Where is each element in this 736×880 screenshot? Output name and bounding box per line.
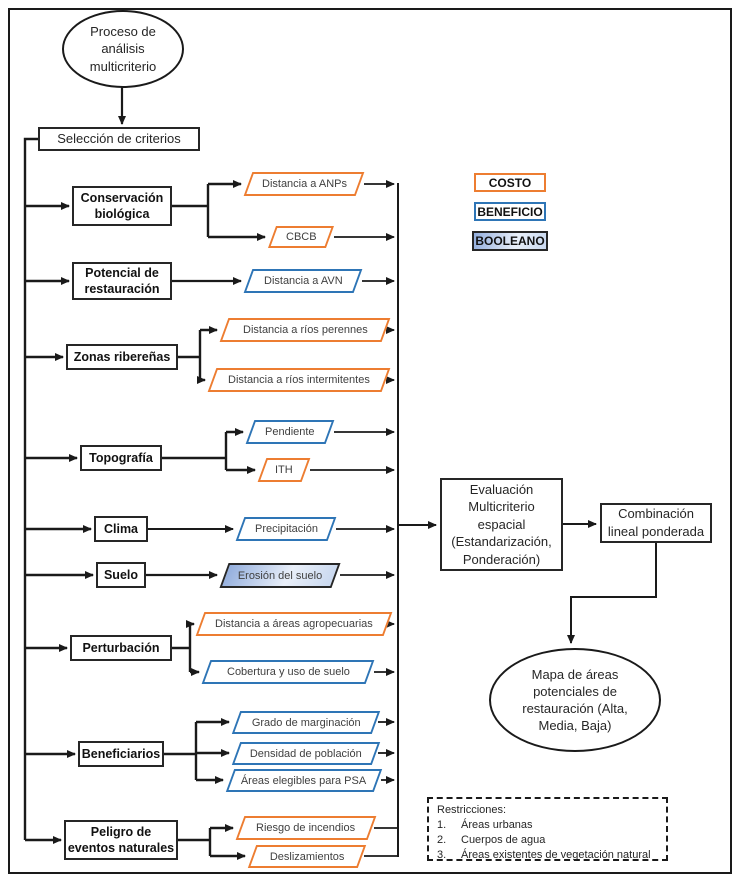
node-label-line: biológica <box>94 207 150 221</box>
factor-distancia-areas-agropecuarias: Distancia a áreas agropecuarias <box>196 612 393 636</box>
node-label-line: Combinación <box>618 506 694 522</box>
node-label-line: Media, Baja) <box>538 718 612 734</box>
factor-distancia-avn: Distancia a AVN <box>244 269 363 293</box>
criteria-clima <box>94 516 148 542</box>
factor-precipitacion: Precipitación <box>236 517 337 541</box>
node-label-line: Ponderación) <box>462 551 541 567</box>
node-label-line: Selección de criterios <box>57 130 181 146</box>
node-label-line: multicriterio <box>89 58 157 74</box>
criteria-peligro-eventos-naturales <box>64 820 178 860</box>
factor-pendiente: Pendiente <box>246 420 335 444</box>
legend-beneficio: BENEFICIO <box>474 202 546 221</box>
restrictions-title: Restricciones: <box>437 804 507 816</box>
node-label-line: Proceso de <box>90 24 156 40</box>
node-label-line: Evaluación <box>469 481 534 497</box>
factor-cbcb: CBCB <box>268 226 334 248</box>
restriction-number: 2. <box>437 833 447 846</box>
factor-distancia-rios-intermitentes: Distancia a ríos intermitentes <box>208 368 391 392</box>
legend-costo: COSTO <box>474 173 546 192</box>
node-label-line: Topografía <box>89 450 153 465</box>
node-label-line: Multicriterio <box>468 499 535 515</box>
node-label-line: Peligro de <box>90 824 152 839</box>
restriction-item <box>437 833 660 848</box>
node-label-line: Clima <box>103 521 139 536</box>
criteria-suelo <box>96 562 146 588</box>
factor-riesgo-incendios: Riesgo de incendios <box>236 816 377 840</box>
restriction-item <box>437 818 660 833</box>
factor-erosion-del-suelo: Erosión del suelo <box>219 563 340 588</box>
factor-deslizamientos: Deslizamientos <box>248 845 366 868</box>
factor-ith: ITH <box>258 458 311 482</box>
node-label-line: Potencial de <box>85 265 159 280</box>
output-map-ellipse <box>489 648 661 752</box>
node-label-line: Mapa de áreas <box>531 666 619 682</box>
legend-booleano: BOOLEANO <box>472 231 548 251</box>
criteria-beneficiarios <box>78 741 164 767</box>
node-label-line: análisis <box>101 41 145 57</box>
node-label-line: Beneficiarios <box>81 746 161 761</box>
selection-criteria-box <box>38 127 200 151</box>
restriction-label: Áreas existentes de vegetación natural <box>461 848 651 861</box>
weighted-linear-combination-box <box>600 503 712 543</box>
node-label-line: restauración (Alta, <box>522 701 628 716</box>
node-label-line: restauración <box>84 282 160 296</box>
criteria-perturbacion <box>70 635 172 661</box>
evaluation-multicriteria-box <box>440 478 563 571</box>
node-label-line: Zonas ribereñas <box>73 349 171 364</box>
factor-distancia-anps: Distancia a ANPs <box>244 172 365 196</box>
node-label-line: eventos naturales <box>67 841 175 855</box>
factor-densidad-poblacion: Densidad de población <box>232 742 380 765</box>
criteria-potencial-restauracion <box>72 262 172 300</box>
node-label-line: lineal ponderada <box>607 524 705 539</box>
node-label-line: potenciales de <box>533 683 617 699</box>
node-label-line: espacial <box>477 516 526 532</box>
restriction-number: 1. <box>437 819 447 831</box>
factor-cobertura-uso-suelo: Cobertura y uso de suelo <box>202 660 375 684</box>
restrictions-box <box>427 797 668 861</box>
criteria-zonas-riberenas <box>66 344 178 370</box>
start-ellipse-proceso <box>62 10 184 88</box>
node-label-line: (Estandarización, <box>451 534 552 550</box>
node-label-line: Conservación <box>80 190 164 205</box>
node-label-line: Perturbación <box>82 640 160 655</box>
restriction-item <box>437 848 660 863</box>
restriction-label: Áreas urbanas <box>461 819 533 831</box>
restriction-number: 3. <box>437 848 447 861</box>
criteria-topografia <box>80 445 162 471</box>
factor-grado-marginacion: Grado de marginación <box>232 711 380 734</box>
node-label-line: Suelo <box>103 567 139 582</box>
criteria-conservacion-biologica <box>72 186 172 226</box>
factor-areas-elegibles-psa: Áreas elegibles para PSA <box>226 769 382 792</box>
factor-distancia-rios-perennes: Distancia a ríos perennes <box>220 318 391 342</box>
restriction-label: Cuerpos de agua <box>461 833 546 846</box>
